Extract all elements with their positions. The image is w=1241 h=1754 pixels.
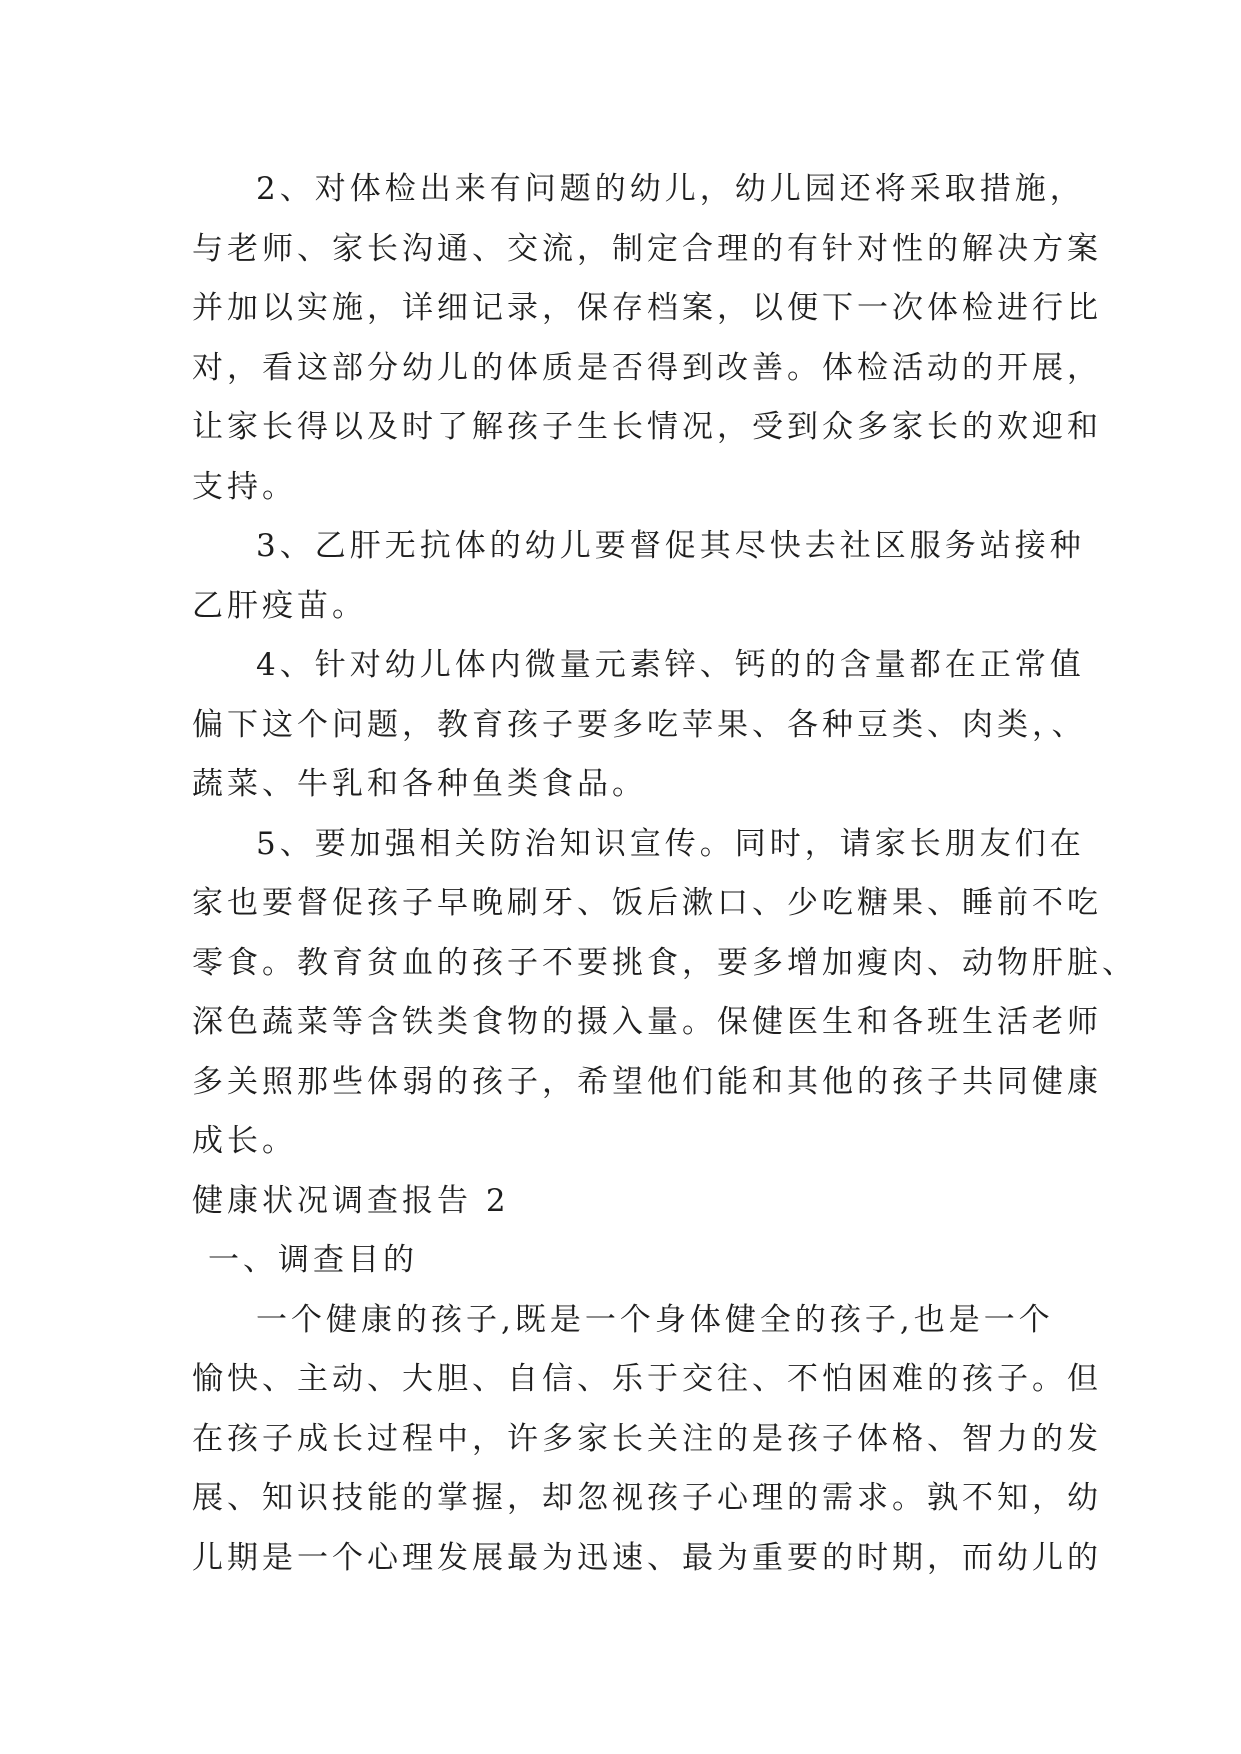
document-body xyxy=(192,160,1137,1588)
paragraph-line: 5、要加强相关防治知识宣传。同时，请家长朋友们在 xyxy=(256,825,1085,862)
paragraph-line: 3、乙肝无抗体的幼儿要督促其尽快去社区服务站接种 xyxy=(256,528,1085,564)
paragraph-line: 对，看这部分幼儿的体质是否得到改善。体检活动的开展， xyxy=(192,349,1102,386)
paragraph-line: 成长。 xyxy=(192,1123,297,1159)
paragraph-line: 乙肝疫苗。 xyxy=(192,587,367,624)
paragraph-line: 偏下这个问题，教育孩子要多吃苹果、各种豆类、肉类，、 xyxy=(192,706,1087,743)
paragraph-line: 4、针对幼儿体内微量元素锌、钙的的含量都在正常值 xyxy=(256,647,1085,683)
paragraph-line: 多关照那些体弱的孩子，希望他们能和其他的孩子共同健康 xyxy=(192,1063,1102,1100)
paragraph-line: 深色蔬菜等含铁类食物的摄入量。保健医生和各班生活老师 xyxy=(192,1004,1102,1040)
paragraph-line: 家也要督促孩子早晚刷牙、饭后漱口、少吃糖果、睡前不吃 xyxy=(192,885,1102,921)
paragraph-line: 让家长得以及时了解孩子生长情况，受到众多家长的欢迎和 xyxy=(192,409,1102,445)
paragraph-line: 支持。 xyxy=(192,468,297,505)
paragraph-line: 2、对体检出来有问题的幼儿，幼儿园还将采取措施， xyxy=(256,171,1085,207)
paragraph-line: 儿期是一个心理发展最为迅速、最为重要的时期，而幼儿的 xyxy=(192,1539,1102,1576)
paragraph-line: 蔬菜、牛乳和各种鱼类食品。 xyxy=(192,766,647,802)
paragraph-line: 愉快、主动、大胆、自信、乐于交往、不怕困难的孩子。但 xyxy=(192,1361,1102,1397)
paragraph-line: 与老师、家长沟通、交流，制定合理的有针对性的解决方案 xyxy=(192,230,1102,267)
paragraph-line: 在孩子成长过程中，许多家长关注的是孩子体格、智力的发 xyxy=(192,1420,1102,1457)
paragraph-line: 展、知识技能的掌握，却忽视孩子心理的需求。孰不知，幼 xyxy=(192,1480,1102,1516)
paragraph-line: 零食。教育贫血的孩子不要挑食，要多增加瘦肉、动物肝脏、 xyxy=(192,944,1137,981)
subsection-heading: 一、调查目的 xyxy=(208,1242,418,1278)
paragraph-line: 一个健康的孩子,既是一个身体健全的孩子,也是一个 xyxy=(256,1301,1054,1338)
section-title: 健康状况调查报告 2 xyxy=(192,1182,510,1219)
paragraph-line: 并加以实施，详细记录，保存档案，以便下一次体检进行比 xyxy=(192,290,1102,326)
